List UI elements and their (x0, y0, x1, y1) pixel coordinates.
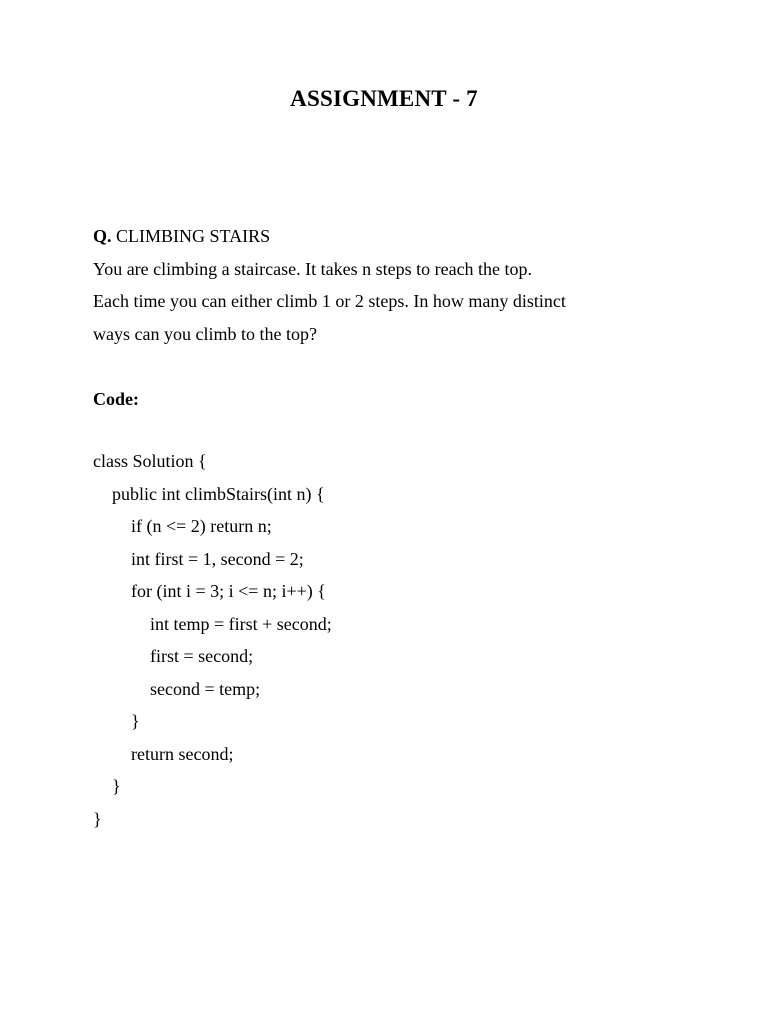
question-section (93, 220, 713, 415)
question-heading (93, 220, 713, 253)
spacer (93, 350, 713, 383)
code-block (93, 445, 713, 835)
code-line: for (int i = 3; i <= n; i++) { (131, 581, 326, 601)
code-line: int temp = first + second; (150, 613, 332, 634)
question-body-line: Each time you can either climb 1 or 2 steps. In how many distinct (93, 291, 566, 311)
page-title: ASSIGNMENT - 7 (290, 86, 478, 111)
code-line: return second; (131, 743, 234, 764)
code-line: class Solution { (93, 451, 207, 471)
question-body-line: You are climbing a staircase. It takes n steps to reach the top. (93, 258, 533, 279)
question-title: CLIMBING STAIRS (111, 226, 271, 246)
code-line: second = temp; (150, 678, 261, 699)
code-line: first = second; (150, 646, 254, 666)
code-line: } (112, 776, 121, 796)
code-line: int first = 1, second = 2; (131, 548, 304, 569)
code-line: public int climbStairs(int n) { (112, 483, 325, 504)
code-line: } (131, 711, 140, 731)
question-prefix: Q. (93, 226, 112, 246)
question-body-line: ways can you climb to the top? (93, 323, 317, 344)
code-line: if (n <= 2) return n; (131, 516, 272, 536)
code-line: } (93, 808, 102, 829)
code-label: Code: (93, 388, 139, 409)
